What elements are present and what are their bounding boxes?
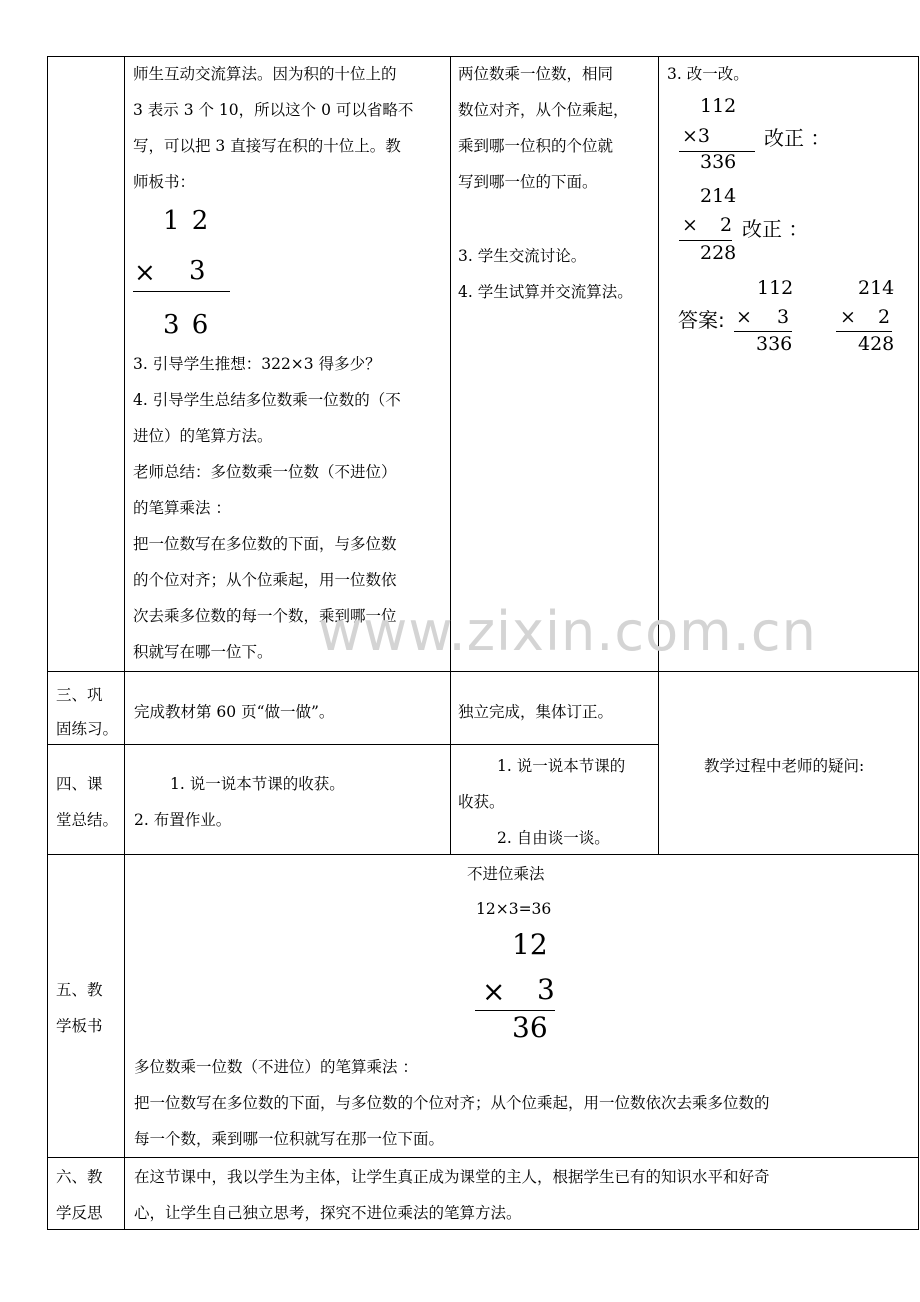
board-text-line: 把一位数写在多位数的下面，与多位数的个位对齐；从个位乘起，用一位数依次去乘多位数的	[134, 1094, 770, 1112]
student-text-line: 两位数乘一位数，相同	[458, 65, 614, 83]
grid-line	[658, 56, 659, 855]
exercise1-product: 336	[700, 151, 737, 173]
grid-line	[918, 56, 919, 1230]
grid-line	[47, 854, 919, 855]
grid-line	[47, 56, 48, 1230]
exercise2-rule	[679, 240, 732, 241]
teacher-text-line: 3 表示 3 个 10，所以这个 0 可以省略不	[133, 101, 414, 119]
teacher-text-line: 3. 引导学生推想：322×3 得多少？	[133, 355, 381, 373]
row-label: 四、课	[56, 775, 103, 793]
row-label: 五、教	[56, 981, 103, 999]
board-product: 36	[512, 1011, 548, 1044]
practice-teacher-text: 完成教材第 60 页“做一做”。	[134, 703, 335, 721]
grid-line	[124, 56, 125, 1230]
summary-teacher-line: 2. 布置作业。	[134, 811, 232, 829]
summary-student-line: 1. 说一说本节课的	[497, 757, 626, 775]
student-text-line: 4. 学生试算并交流算法。	[458, 283, 633, 301]
board-title: 不进位乘法	[467, 865, 545, 883]
grid-line	[47, 671, 919, 672]
answer2-product: 428	[858, 333, 895, 355]
answer1-product: 336	[756, 333, 793, 355]
reflection-text-line: 心，让学生自己独立思考，探究不进位乘法的笔算方法。	[134, 1204, 522, 1222]
board-multiplicand: 12	[512, 928, 548, 961]
row-label: 堂总结。	[56, 811, 119, 829]
grid-line	[47, 1157, 919, 1158]
summary-student-line: 收获。	[458, 793, 505, 811]
row-label: 学板书	[56, 1017, 103, 1035]
answer1-multiplicand: 112	[757, 277, 794, 299]
teacher-text-line: 进位）的笔算方法。	[133, 427, 273, 445]
board-multiplier: 3	[537, 973, 555, 1006]
row-label: 三、巩	[56, 686, 103, 704]
teacher-text-line: 积就写在哪一位下。	[133, 643, 273, 661]
answer1-rule	[734, 331, 792, 332]
answer2-multiply-sign: ×	[840, 306, 856, 328]
answer1-multiplier: 3	[777, 306, 790, 328]
board-text-line: 多位数乘一位数（不进位）的笔算乘法 ：	[134, 1058, 418, 1076]
calc-multiplier: 3	[189, 256, 206, 286]
teacher-text-line: 的个位对齐；从个位乘起，用一位数依	[133, 571, 397, 589]
student-text-line: 乘到哪一位积的个位就	[458, 137, 614, 155]
exercise2-multiplicand: 214	[700, 185, 737, 207]
summary-teacher-line: 1. 说一说本节课的收获。	[170, 775, 345, 793]
grid-line	[47, 1229, 919, 1230]
reflection-text-line: 在这节课中，我以学生为主体，让学生真正成为课堂的主人，根据学生已有的知识水平和好奇	[134, 1168, 770, 1186]
teacher-text-line: 师生互动交流算法。因为积的十位上的	[133, 65, 397, 83]
summary-student-line: 2. 自由谈一谈。	[497, 829, 610, 847]
teacher-text-line: 次去乘多位数的每一个数，乘到哪一位	[133, 607, 397, 625]
exercise-title: 3. 改一改。	[667, 65, 749, 83]
row-label: 六、教	[56, 1168, 103, 1186]
answer2-multiplier: 2	[878, 306, 891, 328]
teacher-text-line: 老师总结：多位数乘一位数（不进位）	[133, 463, 397, 481]
board-formula: 12×3=36	[476, 900, 552, 918]
teacher-text-line: 的笔算乘法 ：	[133, 499, 231, 517]
answer1-multiply-sign: ×	[736, 306, 752, 328]
answer2-rule	[836, 331, 892, 332]
row-label: 固练习。	[56, 720, 119, 738]
student-text-line: 3. 学生交流讨论。	[458, 247, 587, 265]
calc-rule	[133, 291, 230, 292]
teacher-text-line: 4. 引导学生总结多位数乘一位数的（不	[133, 391, 401, 409]
grid-line	[450, 56, 451, 855]
answer2-multiplicand: 214	[858, 277, 895, 299]
exercise2-multiplier: 2	[720, 214, 733, 236]
calc-product: 3 6	[163, 310, 211, 340]
teacher-text-line: 把一位数写在多位数的下面，与多位数	[133, 535, 397, 553]
row-label: 学反思	[56, 1204, 103, 1222]
exercise1-multiplicand: 112	[700, 95, 737, 117]
exercise2-fix-label: 改正 ：	[742, 217, 809, 241]
student-text-line: 数位对齐，从个位乘起，	[458, 101, 629, 119]
calc-multiplicand: 1 2	[163, 206, 211, 236]
calc-multiply-sign: ×	[134, 258, 156, 288]
grid-line	[47, 744, 659, 745]
teacher-text-line: 写，可以把 3 直接写在积的十位上。教	[133, 137, 401, 155]
board-multiply-sign: ×	[482, 975, 506, 1008]
teacher-question-label: 教学过程中老师的疑问:	[704, 757, 865, 775]
watermark: www.zixin.com.cn	[318, 600, 817, 663]
exercise2-multiply-sign: ×	[682, 214, 698, 236]
exercise1-fix-label: 改正 ：	[764, 126, 831, 150]
exercise1-multiplier: ×3	[682, 125, 711, 147]
teacher-text-line: 师板书：	[133, 173, 196, 191]
exercise2-product: 228	[700, 242, 737, 264]
practice-student-text: 独立完成，集体订正。	[458, 703, 614, 721]
answer-label: 答案:	[678, 308, 725, 332]
student-text-line: 写到哪一位的下面。	[458, 173, 598, 191]
board-text-line: 每一个数，乘到哪一位积就写在那一位下面。	[134, 1130, 445, 1148]
